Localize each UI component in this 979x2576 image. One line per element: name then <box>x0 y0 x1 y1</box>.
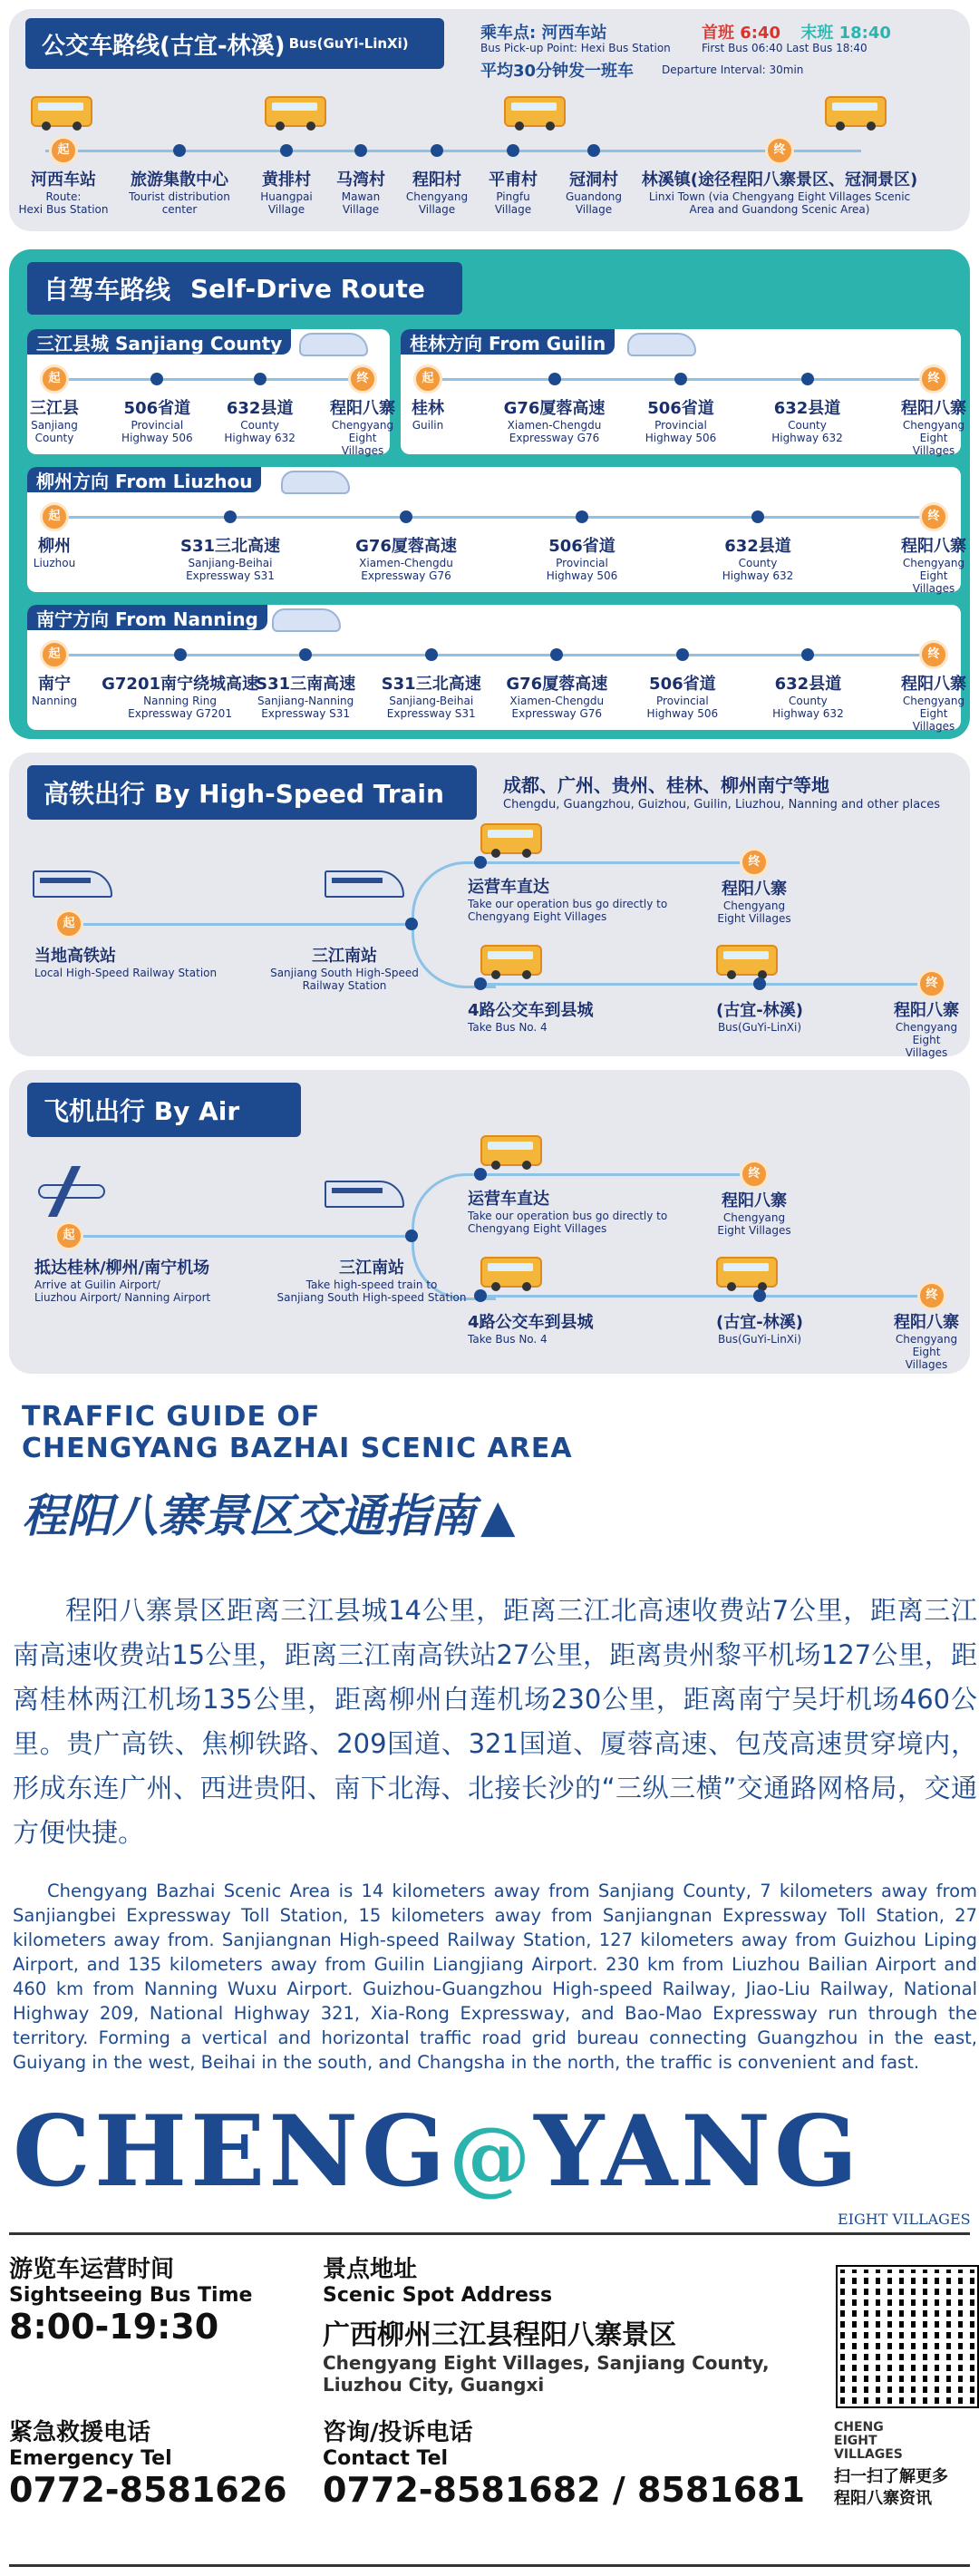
stop-name: G7201南宁绕城高速 <box>102 675 258 694</box>
route-line <box>54 378 363 381</box>
stop-dot <box>548 373 561 385</box>
stop-dot <box>354 144 367 157</box>
arrive-airport: 抵达桂林/柳州/南宁机场 Arrive at Guilin Airport/ Liuzhou Airport/ Nanning Airport <box>34 1259 211 1304</box>
origin-icon: 起 <box>40 502 69 531</box>
stop-name-en: Mawan Village <box>341 190 381 216</box>
stop-name: 冠洞村 <box>568 170 618 190</box>
sanjiang-south-station: 三江南站 Sanjiang South High-Speed Railway Station <box>270 947 419 992</box>
chengyang-direct: 程阳八寨 Chengyang Eight Villages <box>717 1191 791 1237</box>
stop <box>412 395 444 432</box>
bus-interval-en: Departure Interval: 30min <box>662 63 804 76</box>
destination-icon: 终 <box>740 848 769 877</box>
logo-subtitle: EIGHT VILLAGES <box>838 2211 971 2228</box>
stop-dot <box>587 144 600 157</box>
stop <box>34 533 75 569</box>
stop <box>506 671 607 720</box>
stop-name-en: Guandong Village <box>565 190 623 216</box>
stop-name-en: County Highway 632 <box>772 695 844 720</box>
stop <box>336 167 385 216</box>
stop <box>256 671 355 720</box>
stop-name: G76厦蓉高速 <box>506 675 608 694</box>
stop-name: 506省道 <box>649 675 716 694</box>
stop-name: 平甫村 <box>489 170 538 190</box>
stop-name: 632县道 <box>226 399 294 418</box>
stop <box>260 167 313 216</box>
stop-name: 506省道 <box>647 399 714 418</box>
bus-route-title-en: Bus(GuYi-LinXi) <box>288 35 409 52</box>
stop-dot <box>550 648 563 661</box>
guyi-linxi: (古宜-林溪) Bus(GuYi-LinXi) <box>716 1313 803 1346</box>
stop-name: 河西车站 <box>30 170 96 190</box>
destination-icon: 终 <box>919 365 948 394</box>
chengyang-bus: 程阳八寨 Chengyang Eight Villages <box>894 1313 959 1371</box>
bus-route-panel <box>9 9 970 231</box>
air-branch-bottom <box>482 1295 935 1298</box>
sanjiang-south-station: 三江南站 Take high-speed train to Sanjiang South High-speed Station <box>276 1259 467 1304</box>
origin-icon: 起 <box>413 365 442 394</box>
stop-dot <box>174 648 187 661</box>
stop-dot <box>801 373 814 385</box>
stop <box>129 167 230 216</box>
self-drive-header <box>27 262 462 315</box>
self-drive-panel <box>9 249 970 739</box>
stop-dot <box>299 648 312 661</box>
stop-name-en: Nanning Ring Expressway G7201 <box>128 695 232 720</box>
route-guilin <box>401 329 966 457</box>
chengyang-bus: 程阳八寨 Chengyang Eight Villages <box>894 1001 959 1059</box>
stop-dot <box>576 510 588 523</box>
stop-name: 旅游集散中心 <box>130 170 228 190</box>
stop <box>102 671 258 720</box>
stop-name: 506省道 <box>123 399 191 418</box>
bus-no4: 4路公交车到县城 Take Bus No. 4 <box>468 1001 594 1034</box>
bus-icon <box>480 823 542 854</box>
stop-name-en: Xiamen-Chengdu Expressway G76 <box>507 419 602 444</box>
qr-code[interactable] <box>838 2267 977 2406</box>
bus-icon <box>716 945 778 976</box>
train-branch-bottom <box>482 983 935 986</box>
train-icon <box>33 870 112 898</box>
train-cities-en: Chengdu, Guangzhou, Guizhou, Guilin, Liuzhou, Nanning and other places <box>503 798 941 812</box>
stop-name: G76厦蓉高速 <box>503 399 606 418</box>
stop-dot <box>280 144 293 157</box>
bus-route-header <box>25 18 444 69</box>
stop <box>547 533 618 582</box>
stop-name: G76厦蓉高速 <box>355 537 457 556</box>
car-icon <box>627 333 696 356</box>
stop-name-en: Sanjiang-Beihai Expressway S31 <box>186 557 275 582</box>
car-icon <box>272 608 341 632</box>
stop <box>18 167 108 216</box>
pickup-point: 乘车点: 河西车站 <box>480 24 607 43</box>
stop-name-en: Linxi Town (via Chengyang Eight Villages Scenic Area and Guandong Scenic Area) <box>648 190 911 216</box>
train-panel <box>9 753 970 1059</box>
bottom-divider <box>9 2564 970 2567</box>
bus-icon <box>31 96 92 127</box>
stop-name: 程阳八寨 <box>901 675 966 694</box>
stop <box>406 167 468 216</box>
address-block: 景点地址 Scenic Spot Address 广西柳州三江县程阳八寨景区 Chengyang Eight Villages, Sanjiang County, Liuzhou City, Guangxi <box>323 2256 770 2396</box>
stop-name: 三江县 <box>30 399 79 418</box>
contact-block: 咨询/投诉电话 Contact Tel 0772-8581682 / 8581681 <box>323 2419 806 2510</box>
direct-bus: 运营车直达 Take our operation bus go directly to Chengyang Eight Villages <box>468 878 668 923</box>
bus-icon <box>480 1135 542 1166</box>
qr-brand: CHENG EIGHT VILLAGES <box>834 2420 903 2462</box>
first-last-bus-en: First Bus 06:40 Last Bus 18:40 <box>702 42 868 54</box>
train-header <box>27 765 477 820</box>
stop-dot <box>254 373 267 385</box>
stop-name: 632县道 <box>773 399 841 418</box>
route-nanning <box>27 605 966 733</box>
stop-dot <box>751 510 764 523</box>
stop-name-en: Route: Hexi Bus Station <box>18 190 109 216</box>
stop <box>224 395 296 444</box>
direct-bus: 运营车直达 Take our operation bus go directly to Chengyang Eight Villages <box>468 1190 668 1235</box>
stop-name: 桂林 <box>412 399 444 418</box>
first-last-bus: 首班 6:40 末班 18:40 <box>702 24 891 43</box>
stop <box>901 395 966 457</box>
stop <box>566 167 622 216</box>
self-drive-title-en: Self-Drive Route <box>190 273 425 304</box>
stop-name: S31三北高速 <box>179 537 281 556</box>
stop-name-en: County Highway 632 <box>224 419 296 444</box>
chengyang-direct: 程阳八寨 Chengyang Eight Villages <box>717 880 791 925</box>
stop-name-en: Sanjiang-Nanning Expressway S31 <box>257 695 354 720</box>
stop-name-en: Provincial Highway 506 <box>546 557 618 582</box>
stop <box>382 671 481 720</box>
station-dot <box>474 1168 487 1181</box>
bus-icon <box>825 96 887 127</box>
divider <box>9 2232 970 2235</box>
stop-name-en: Provincial Highway 506 <box>121 419 193 444</box>
stop-name-en: County Highway 632 <box>722 557 794 582</box>
stop <box>722 533 794 582</box>
station-dot <box>474 856 487 869</box>
bus-route-title: 公交车路线(古宜-林溪) <box>42 32 286 60</box>
train-branch-top <box>482 861 754 864</box>
stop-name-en: Provincial Highway 506 <box>645 419 717 444</box>
bus-icon <box>265 96 326 127</box>
stop <box>645 395 717 444</box>
stop-dot <box>507 144 519 157</box>
guyi-linxi: (古宜-林溪) Bus(GuYi-LinXi) <box>716 1001 803 1034</box>
stop-dot <box>801 648 814 661</box>
stop-name-en: Chengyang Village <box>405 190 469 216</box>
bus-interval: 平均30分钟发一班车 <box>480 62 635 81</box>
stop <box>32 671 77 707</box>
stop-name-en: Pingfu Village <box>494 190 532 216</box>
stop-name: 506省道 <box>548 537 616 556</box>
bus-time-block: 游览车运营时间 Sightseeing Bus Time 8:00-19:30 <box>9 2256 253 2347</box>
stop <box>772 671 844 720</box>
stop <box>771 395 843 444</box>
stop-dot <box>425 648 438 661</box>
stop <box>901 533 966 595</box>
bus-icon <box>504 96 566 127</box>
stop-name: 程阳八寨 <box>330 399 395 418</box>
emergency-block: 紧急救援电话 Emergency Tel 0772-8581626 <box>9 2419 287 2510</box>
stop <box>355 533 457 582</box>
route-nanning-title: 南宁方向 From Nanning <box>27 605 267 630</box>
stop <box>489 167 538 216</box>
route-guilin-title: 桂林方向 From Guilin <box>401 329 615 355</box>
stop-name-en: Chengyang Eight Villages <box>331 419 394 457</box>
stop <box>121 395 193 444</box>
stop-name: 程阳村 <box>412 170 461 190</box>
stop-name-en: Liuzhou <box>33 557 76 569</box>
stop-name-en: Huangpai Village <box>260 190 313 216</box>
stop-name: 程阳八寨 <box>901 537 966 556</box>
air-line <box>69 1235 412 1238</box>
stop-name: 632县道 <box>774 675 842 694</box>
stop <box>30 395 79 444</box>
destination-icon: 终 <box>765 136 794 165</box>
stop-name: S31三南高速 <box>256 675 356 694</box>
local-station: 当地高铁站 Local High-Speed Railway Station <box>34 947 218 979</box>
stop-name: 程阳八寨 <box>901 399 966 418</box>
station-dot <box>405 918 418 930</box>
pickup-point-en: Bus Pick-up Point: Hexi Bus Station <box>480 42 671 54</box>
car-icon <box>281 471 350 494</box>
chengyang-logo: CHENG@YANG <box>13 2095 862 2209</box>
plane-icon <box>38 1184 105 1199</box>
air-branch-top <box>482 1173 754 1176</box>
stop-dot <box>674 373 687 385</box>
bus-icon <box>716 1257 778 1288</box>
stop-dot <box>150 373 163 385</box>
route-liuzhou <box>27 467 966 595</box>
train-line <box>69 923 412 926</box>
route-sanjiang <box>27 329 395 457</box>
stop <box>647 671 719 720</box>
stop-dot <box>676 648 689 661</box>
stop-dot <box>224 510 237 523</box>
stop-name-en: Chengyang Eight Villages <box>902 419 965 457</box>
guide-title-zh: 程阳八寨景区交通指南 ▲ <box>22 1489 516 1542</box>
origin-icon: 起 <box>54 1221 83 1250</box>
stop-name-en: Chengyang Eight Villages <box>902 557 965 595</box>
qr-text: 扫一扫了解更多 程阳八寨资讯 <box>834 2467 948 2508</box>
spiral-icon: @ <box>449 2109 535 2205</box>
station-dot <box>474 977 487 990</box>
pagoda-icon: ▲ <box>480 1489 516 1542</box>
self-drive-title: 自驾车路线 <box>44 275 171 305</box>
stop-name-en: County Highway 632 <box>771 419 843 444</box>
origin-icon: 起 <box>49 136 78 165</box>
route-sanjiang-title: 三江县城 Sanjiang County <box>27 329 291 355</box>
stop-name-en: Chengyang Eight Villages <box>902 695 965 733</box>
route-line <box>54 516 934 519</box>
guide-paragraph-en: Chengyang Bazhai Scenic Area is 14 kilometers away from Sanjiang County, 7 kilometers away from Sanjiangbei Expressway Toll Station, 15 kilometers away from Sanjiangnan Expressway Toll Station, 27 kilometers away from. Sanjiangnan High-speed Railway Station, 127 kilometers away from Guizhou Liping Airport, and 135 kilometers away from Guilin Liangjiang Airport. 230 km from Liuzhou Bailian Airport and 460 km from Nanning Wuxu Airport. Guizhou-Guangzhou High-speed Railway, Jiao-Liu Railway, National Highway 209, National Highway 321, Xia-Rong Expressway, and Bao-Mao Expressway run through the territory. Forming a vertical and horizontal traffic road grid bureau connecting Guangzhou in the east, Guiyang in the west, Beihai in the south, and Changsha in the north, the traffic is convenient and fast. <box>13 1881 977 2073</box>
stop-name: 马湾村 <box>336 170 385 190</box>
bus-route-line <box>45 150 861 152</box>
destination-icon: 终 <box>917 969 946 998</box>
stop-dot <box>400 510 412 523</box>
stop-name: S31三北高速 <box>381 675 481 694</box>
destination-icon: 终 <box>917 1281 946 1310</box>
train-title: 高铁出行 By High-Speed Train <box>44 779 444 809</box>
guide-paragraph-zh: 程阳八寨景区距离三江县城14公里，距离三江北高速收费站7公里，距离三江南高速收费站15公里，距离三江南高铁站27公里，距离贵州黎平机场127公里，距离桂林两江机场135公里，距离柳州白莲机场230公里，距离南宁吴圩机场460公里。贵广高铁、焦柳铁路、209国道、321国道、厦蓉高速、包茂高速贯穿境内，形成东连广州、西进贵阳、南下北海、北接长沙的“三纵三横”交通路网格局，交通方便快捷。 <box>13 1595 977 1848</box>
stop-name-en: Provincial Highway 506 <box>646 695 719 720</box>
station-dot <box>753 977 766 990</box>
stop-name-en: Tourist distribution center <box>129 190 230 216</box>
station-dot <box>474 1289 487 1302</box>
air-header <box>27 1083 301 1137</box>
stop-dot <box>173 144 186 157</box>
route-liuzhou-title: 柳州方向 From Liuzhou <box>27 467 261 492</box>
stop-name-en: Nanning <box>31 695 78 707</box>
stop-name: 南宁 <box>37 675 71 694</box>
stop-name: 林溪镇(途径程阳八寨景区、冠洞景区) <box>641 170 918 190</box>
origin-icon: 起 <box>40 365 69 394</box>
destination-icon: 终 <box>348 365 377 394</box>
stop <box>330 395 395 457</box>
stop <box>180 533 280 582</box>
stop <box>504 395 606 444</box>
stop-name: 632县道 <box>724 537 791 556</box>
destination-icon: 终 <box>740 1160 769 1189</box>
bus-no4: 4路公交车到县城 Take Bus No. 4 <box>468 1313 594 1346</box>
stop-name-en: Xiamen-Chengdu Expressway G76 <box>509 695 605 720</box>
destination-icon: 终 <box>919 502 948 531</box>
stop-name-en: Xiamen-Chengdu Expressway G76 <box>359 557 453 582</box>
destination-icon: 终 <box>919 640 948 669</box>
train-cities: 成都、广州、贵州、桂林、柳州南宁等地 <box>503 774 829 796</box>
stop-name: 柳州 <box>37 537 71 556</box>
stop <box>642 167 917 216</box>
stop <box>901 671 966 733</box>
guide-title-en-1: TRAFFIC GUIDE OF <box>22 1401 321 1433</box>
air-title: 飞机出行 By Air <box>44 1096 240 1126</box>
stop-name-en: Sanjiang County <box>31 419 78 444</box>
air-panel <box>9 1070 970 1374</box>
stop-name: 黄排村 <box>261 170 311 190</box>
station-dot <box>405 1230 418 1242</box>
origin-icon: 起 <box>54 909 83 938</box>
guide-title-en-2: CHENGYANG BAZHAI SCENIC AREA <box>22 1433 573 1464</box>
stop-dot <box>431 144 443 157</box>
train-icon <box>325 870 404 898</box>
origin-icon: 起 <box>40 640 69 669</box>
stop-name-en: Sanjiang-Beihai Expressway S31 <box>386 695 476 720</box>
stop-name-en: Guilin <box>412 419 444 432</box>
train-icon <box>325 1181 404 1208</box>
car-icon <box>299 333 368 356</box>
station-dot <box>753 1289 766 1302</box>
